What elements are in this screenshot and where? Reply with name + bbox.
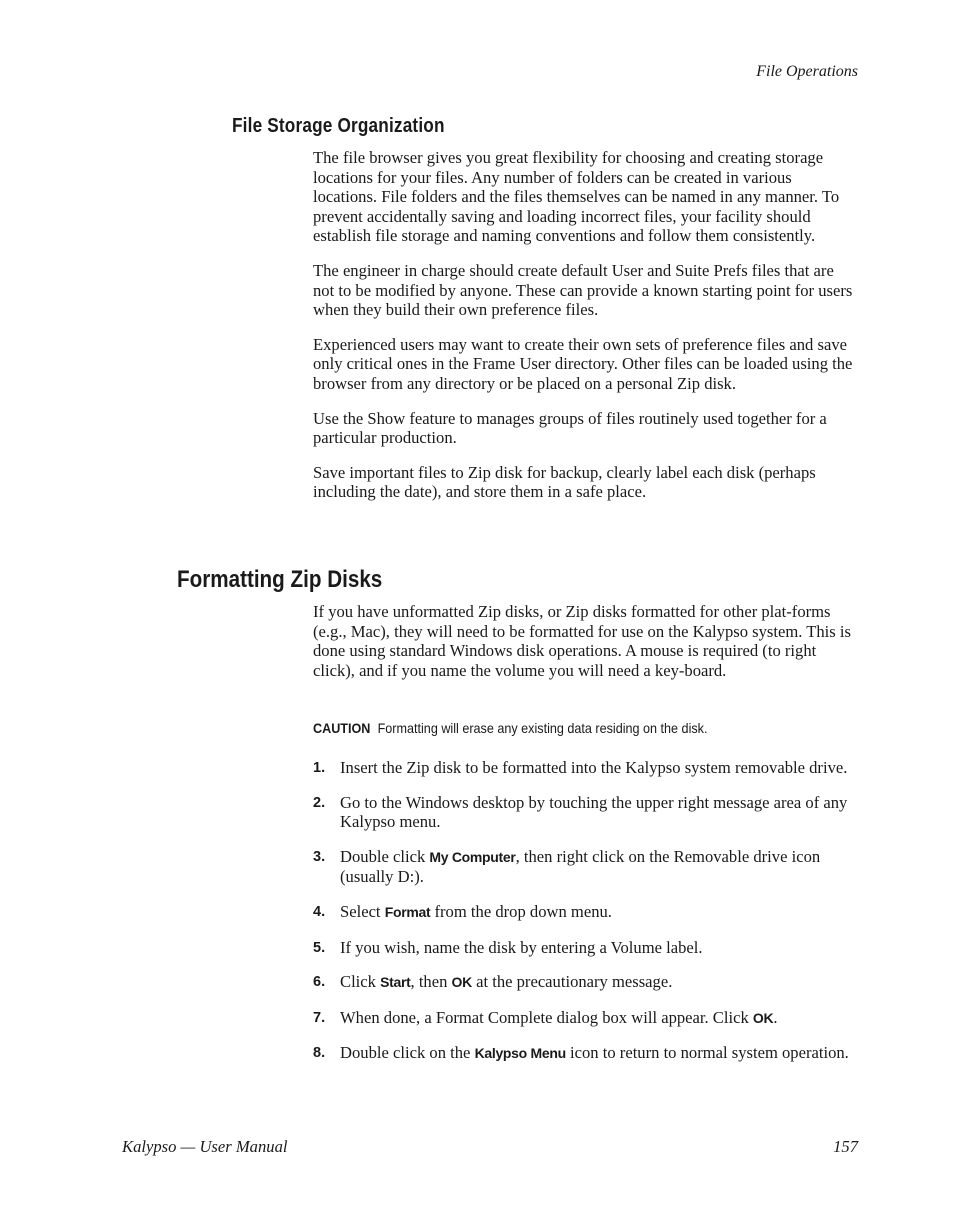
running-header: File Operations bbox=[756, 63, 858, 80]
list-item bbox=[313, 902, 858, 923]
paragraph: Save important files to Zip disk for backup, clearly label each disk (perhaps including the date), and store them in a safe place. bbox=[313, 462, 816, 502]
paragraph: The file browser gives you great flexibility for choosing and creating storage locations for your files. Any number of folders can be created in various locations. File folders and the files themselves can be named in any manner. To prevent accidentally saving and loading incorrect files, your facility should establish file storage and naming conventions and follow them consistently. bbox=[313, 148, 840, 246]
step-text: , then right click on the Removable drive icon (usually D:). bbox=[340, 846, 821, 887]
list-item bbox=[313, 1043, 858, 1064]
caution-note bbox=[313, 720, 804, 736]
step-text: icon to return to normal system operation. bbox=[565, 1043, 849, 1063]
list-item bbox=[313, 758, 858, 778]
file-storage-body bbox=[313, 148, 858, 517]
step-text: If you wish, name the disk by entering a Volume label. bbox=[340, 937, 703, 957]
list-item bbox=[313, 972, 858, 993]
step-number: 1. bbox=[313, 760, 326, 776]
step-text: When done, a Format Complete dialog box will appear. Click bbox=[340, 1007, 753, 1027]
ui-term: OK bbox=[752, 1009, 774, 1026]
step-number: 7. bbox=[313, 1009, 326, 1026]
paragraph: Use the Show feature to manages groups of files routinely used together for a particular production. bbox=[313, 408, 827, 448]
step-text: Click bbox=[340, 972, 381, 992]
ui-term: Format bbox=[384, 903, 431, 920]
paragraph: Experienced users may want to create their own sets of preference files and save only critical ones in the Frame User directory. Other files can be loaded using the browser from any directory or be placed on a personal Zip disk. bbox=[313, 334, 853, 393]
caution-text: Formatting will erase any existing data residing on the disk. bbox=[377, 720, 708, 736]
step-text: . bbox=[773, 1007, 778, 1027]
step-number: 4. bbox=[313, 903, 326, 920]
ui-term: Start bbox=[380, 974, 411, 991]
step-text: Double click on the bbox=[340, 1043, 475, 1063]
step-text: , then bbox=[410, 972, 452, 992]
section-heading-file-storage: File Storage Organization bbox=[232, 115, 445, 137]
caution-label: CAUTION bbox=[313, 720, 371, 736]
step-number: 2. bbox=[313, 794, 326, 811]
ui-term: My Computer bbox=[429, 848, 516, 865]
page-number: 157 bbox=[833, 1137, 858, 1156]
ui-term: Kalypso Menu bbox=[474, 1045, 566, 1062]
step-text: Double click bbox=[340, 846, 430, 866]
list-item bbox=[313, 793, 858, 832]
list-item bbox=[313, 847, 858, 887]
section-heading-formatting-zip: Formatting Zip Disks bbox=[177, 566, 383, 593]
paragraph: If you have unformatted Zip disks, or Zip disks formatted for other plat-forms (e.g., Mac), they will need to be formatted for use on the Kalypso system. This is done using standard Windows disk operations. A mouse is required (to right click), and if you name the volume you will need a key-board. bbox=[313, 602, 851, 680]
step-number: 8. bbox=[313, 1045, 326, 1062]
step-text: Select bbox=[340, 901, 385, 921]
step-text: from the drop down menu. bbox=[430, 901, 612, 921]
formatting-zip-intro bbox=[313, 602, 858, 695]
step-text: Go to the Windows desktop by touching the upper right message area of any Kalypso menu. bbox=[340, 792, 848, 832]
paragraph: The engineer in charge should create default User and Suite Prefs files that are not to be modified by anyone. These can provide a known starting point for users when they build their own preference files. bbox=[313, 260, 853, 320]
ui-term: OK bbox=[451, 974, 472, 991]
step-number: 6. bbox=[313, 974, 326, 991]
step-text: at the precautionary message. bbox=[471, 972, 673, 992]
footer-manual-title: Kalypso — User Manual bbox=[122, 1137, 288, 1156]
step-text: Insert the Zip disk to be formatted into the Kalypso system removable drive. bbox=[340, 758, 848, 777]
step-number: 5. bbox=[313, 939, 326, 956]
list-item bbox=[313, 1008, 858, 1029]
step-number: 3. bbox=[313, 848, 326, 865]
list-item bbox=[313, 938, 858, 958]
format-steps-list bbox=[313, 758, 858, 1079]
